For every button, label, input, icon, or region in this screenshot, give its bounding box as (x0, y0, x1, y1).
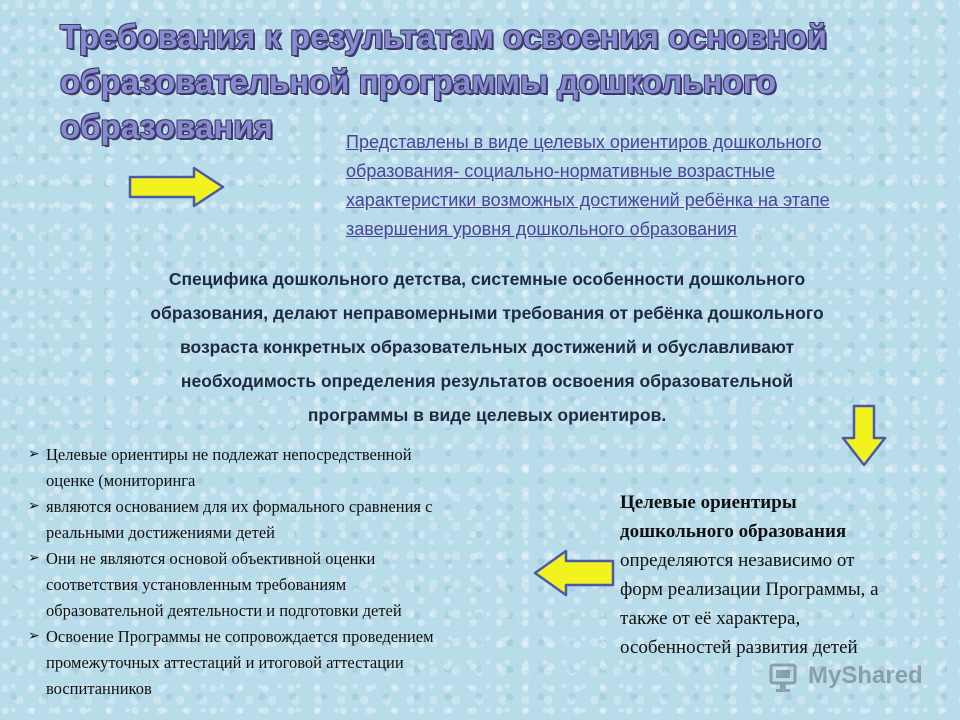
bullet-4-line-1: Освоение Программы не сопровождается проведением (46, 627, 434, 646)
bullet-item (28, 624, 568, 702)
watermark-text: MyShared (808, 662, 923, 689)
bullet-1-line-2: оценке (мониторинга (46, 471, 196, 490)
target-description-link[interactable] (346, 128, 946, 244)
bullet-3-line-3: образовательной деятельности и подготовки детей (46, 601, 402, 620)
bullet-1-line-1: Целевые ориентиры не подлежат непосредственной (46, 445, 412, 464)
note-line-5: также от её характера, (620, 608, 801, 629)
note-line-4: форм реализации Программы, а (620, 579, 879, 600)
bullet-2-line-1: являются основанием для их формального сравнения с (46, 497, 433, 516)
note-bold-line-2: дошкольного образования (620, 521, 847, 542)
specifics-paragraph (50, 262, 924, 432)
title-line-2: образовательной программы дошкольного (60, 63, 777, 100)
bullet-item (28, 546, 568, 624)
note-line-3: определяются независимо от (620, 550, 855, 571)
specifics-line-4: необходимость определения результатов освоения образовательной (180, 371, 794, 391)
target-description-line-3: характеристики возможных достижений ребёнка на этапе (346, 190, 830, 210)
target-description-line-4: завершения уровня дошкольного образования (346, 219, 737, 239)
title-line-1: Требования к результатам освоения основной (60, 18, 827, 55)
bullet-4-line-3: воспитанников (46, 679, 152, 698)
note-line-6: особенностей развития детей (620, 637, 858, 658)
bullet-list (28, 442, 568, 702)
bullet-2-line-2: реальными достижениями детей (46, 523, 275, 542)
target-description-line-2: образования- социально-нормативные возрастные (346, 161, 776, 181)
myshared-watermark (768, 656, 923, 696)
note-bold-line-1: Целевые ориентиры (620, 492, 797, 513)
bullet-item (28, 442, 568, 494)
bullet-4-line-2: промежуточных аттестаций и итоговой аттестации (46, 653, 404, 672)
myshared-logo-icon (768, 659, 802, 693)
bullet-3-line-2: соответствия установленным требованиям (46, 575, 347, 594)
target-description-line-1: Представлены в виде целевых ориентиров дошкольного (346, 132, 822, 152)
arrow-right-icon (128, 166, 226, 208)
arrow-left-icon (532, 548, 616, 598)
target-orientations-note (620, 488, 956, 662)
specifics-line-3: возраста конкретных образовательных достижений и обуславливают (179, 337, 795, 357)
title-line-3: образования (60, 108, 273, 145)
specifics-line-2: образования, делают неправомерными требования от ребёнка дошкольного (150, 303, 824, 323)
specifics-line-1: Специфика дошкольного детства, системные особенности дошкольного (168, 269, 806, 289)
bullet-3-line-1: Они не являются основой объективной оценки (46, 549, 376, 568)
arrow-down-icon (840, 404, 888, 468)
specifics-line-5: программы в виде целевых ориентиров. (307, 405, 667, 425)
bullet-item (28, 494, 568, 546)
